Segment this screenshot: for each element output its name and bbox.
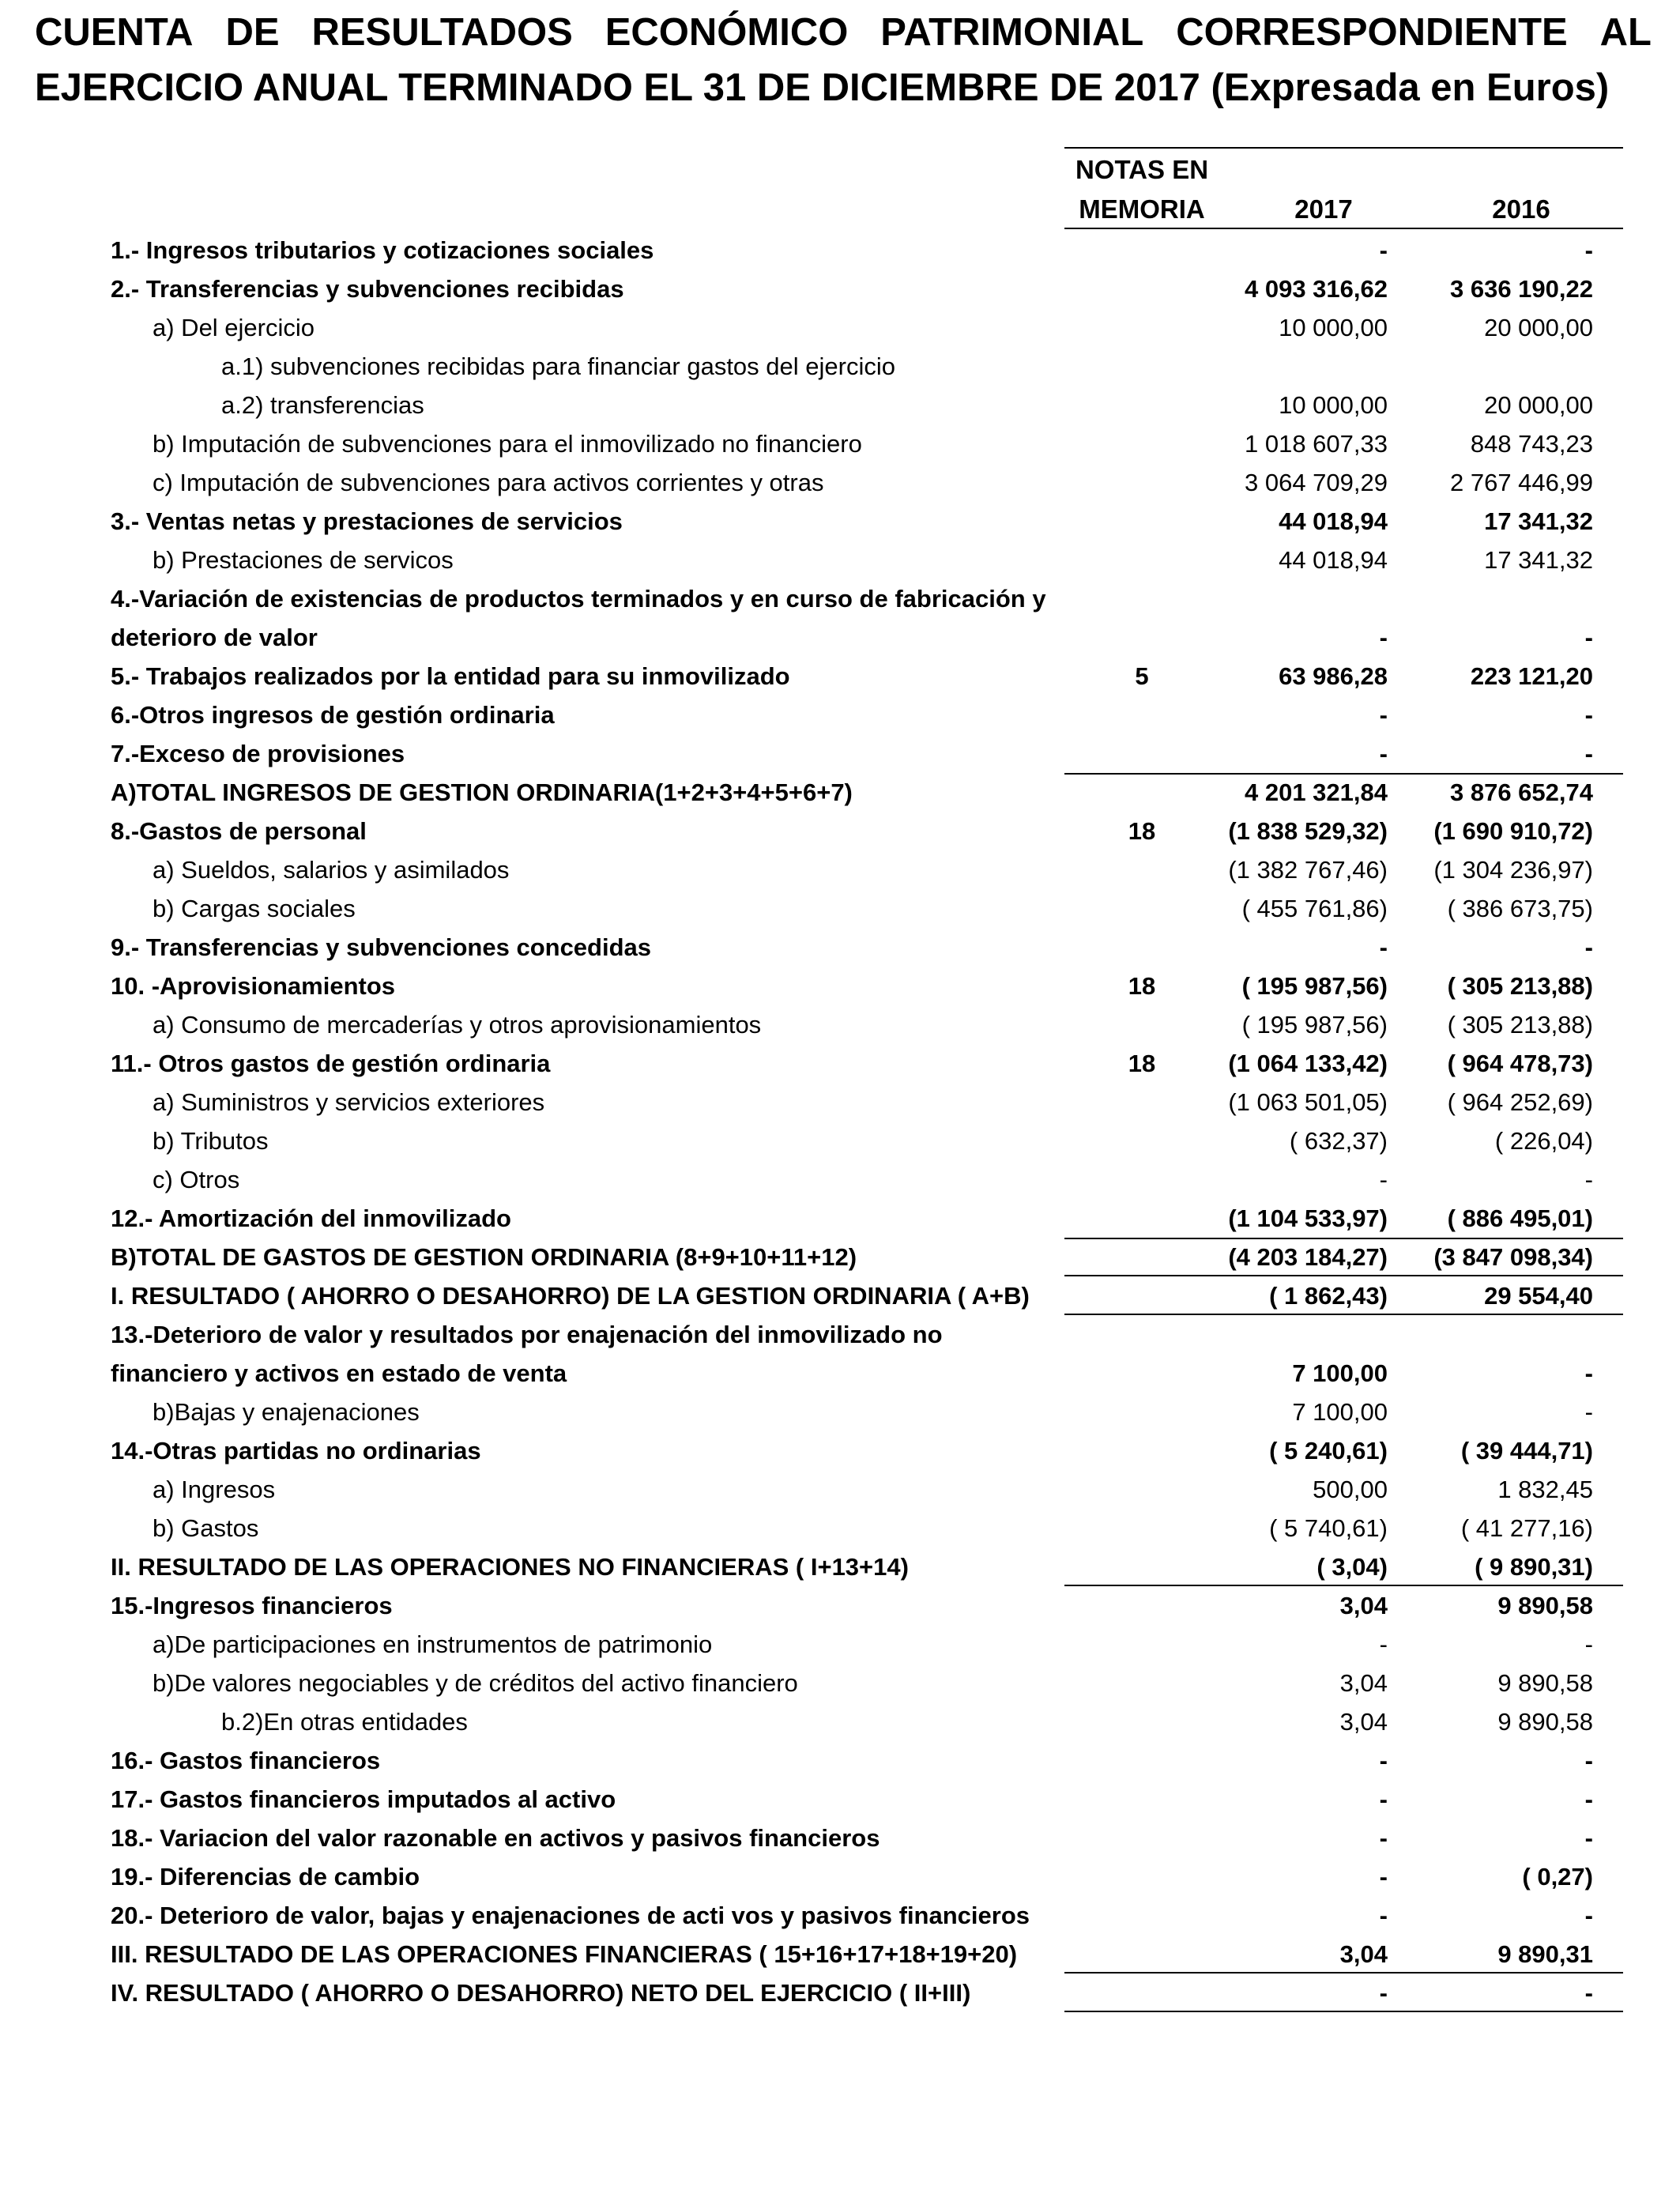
table-row bbox=[0, 231, 1680, 270]
row-value-2017: - bbox=[1379, 1902, 1388, 1929]
row-label: 1.- Ingresos tributarios y cotizaciones sociales bbox=[111, 236, 654, 264]
table-row bbox=[0, 657, 1680, 696]
row-value-2017: 3 064 709,29 bbox=[1244, 469, 1388, 496]
title-word: AL bbox=[1599, 11, 1652, 54]
table-row bbox=[0, 1122, 1680, 1160]
row-label: 17.- Gastos financieros imputados al activo bbox=[111, 1785, 616, 1813]
row-label: a)De participaciones en instrumentos de patrimonio bbox=[153, 1630, 713, 1658]
row-value-2017: 7 100,00 bbox=[1292, 1359, 1388, 1387]
title-word: ECONÓMICO bbox=[605, 11, 849, 54]
table-row bbox=[0, 308, 1680, 347]
row-label: 4.-Variación de existencias de productos terminados y en curso de fabricación y bbox=[111, 585, 1046, 613]
table-row bbox=[0, 1819, 1680, 1857]
header-bottom-rule bbox=[1064, 228, 1623, 229]
row-value-2016: - bbox=[1584, 1630, 1593, 1658]
table-row bbox=[0, 1586, 1680, 1625]
row-value-2017: - bbox=[1379, 1166, 1388, 1193]
row-label: 10. -Aprovisionamientos bbox=[111, 972, 396, 1000]
table-row bbox=[0, 1509, 1680, 1547]
row-label: II. RESULTADO DE LAS OPERACIONES NO FINANCIERAS ( I+13+14) bbox=[111, 1553, 909, 1581]
row-value-2017: - bbox=[1379, 1785, 1388, 1813]
row-value-2017: ( 632,37) bbox=[1289, 1127, 1388, 1155]
row-value-2016: ( 964 478,73) bbox=[1447, 1050, 1593, 1077]
row-value-2016: ( 9 890,31) bbox=[1475, 1553, 1593, 1581]
row-label: B)TOTAL DE GASTOS DE GESTION ORDINARIA (8+9+10+11+12) bbox=[111, 1243, 857, 1271]
row-value-2016: - bbox=[1584, 933, 1593, 961]
header-top-rule bbox=[1064, 147, 1623, 149]
row-value-2016: (1 304 236,97) bbox=[1433, 856, 1593, 884]
row-value-2016: 848 743,23 bbox=[1470, 430, 1593, 458]
row-value-2016: - bbox=[1584, 1785, 1593, 1813]
row-value-2016: 29 554,40 bbox=[1484, 1282, 1593, 1310]
row-label: b)Bajas y enajenaciones bbox=[153, 1398, 420, 1426]
row-value-2017: (1 064 133,42) bbox=[1228, 1050, 1388, 1077]
table-row bbox=[0, 967, 1680, 1005]
row-value-2017: (1 104 533,97) bbox=[1228, 1204, 1388, 1232]
row-value-2017: ( 5 240,61) bbox=[1269, 1437, 1388, 1465]
header-notes-line1: NOTAS EN bbox=[1075, 155, 1209, 184]
row-value-2017: - bbox=[1379, 701, 1388, 729]
table-row bbox=[0, 1741, 1680, 1780]
row-label: 16.- Gastos financieros bbox=[111, 1747, 381, 1774]
row-value-2017: ( 455 761,86) bbox=[1241, 895, 1388, 922]
row-value-2017: 63 986,28 bbox=[1279, 662, 1388, 690]
row-note: 18 bbox=[1128, 817, 1156, 845]
table-row bbox=[0, 1199, 1680, 1238]
row-label: b) Prestaciones de servicos bbox=[153, 546, 454, 574]
row-value-2017: 3,04 bbox=[1339, 1940, 1388, 1968]
row-value-2017: 4 093 316,62 bbox=[1244, 275, 1388, 303]
table-row bbox=[0, 1315, 1680, 1354]
header-year-2017: 2017 bbox=[1294, 194, 1353, 224]
table-row bbox=[0, 1393, 1680, 1431]
row-label: b) Gastos bbox=[153, 1514, 259, 1542]
row-label: b) Cargas sociales bbox=[153, 895, 356, 922]
row-label: 9.- Transferencias y subvenciones concedidas bbox=[111, 933, 652, 961]
table-row bbox=[0, 579, 1680, 618]
row-label: 15.-Ingresos financieros bbox=[111, 1592, 393, 1619]
title-line-2: EJERCICIO ANUAL TERMINADO EL 31 DE DICIEMBRE DE 2017 (Expresada en Euros) bbox=[35, 66, 1610, 109]
row-label: 8.-Gastos de personal bbox=[111, 817, 367, 845]
row-value-2017: 3,04 bbox=[1339, 1669, 1388, 1697]
row-value-2016: 2 767 446,99 bbox=[1449, 469, 1593, 496]
row-value-2016: ( 41 277,16) bbox=[1460, 1514, 1593, 1542]
title-word: CORRESPONDIENTE bbox=[1176, 11, 1568, 54]
row-value-2017: - bbox=[1379, 1630, 1388, 1658]
row-value-2016: ( 0,27) bbox=[1522, 1863, 1593, 1891]
row-value-2016: 20 000,00 bbox=[1484, 391, 1593, 419]
row-label: financiero y activos en estado de venta bbox=[111, 1359, 567, 1387]
title-word: CUENTA bbox=[35, 11, 194, 54]
row-value-2017: - bbox=[1379, 624, 1388, 651]
row-value-2016: 20 000,00 bbox=[1484, 314, 1593, 341]
row-label: 3.- Ventas netas y prestaciones de servicios bbox=[111, 507, 623, 535]
row-value-2017: (4 203 184,27) bbox=[1228, 1243, 1388, 1271]
title-word: DE bbox=[225, 11, 280, 54]
row-label: a.1) subvenciones recibidas para financiar gastos del ejercicio bbox=[221, 352, 895, 380]
table-row bbox=[0, 270, 1680, 308]
row-value-2016: 1 832,45 bbox=[1497, 1476, 1593, 1503]
row-value-2017: 44 018,94 bbox=[1279, 507, 1388, 535]
row-note: 18 bbox=[1128, 1050, 1156, 1077]
row-label: III. RESULTADO DE LAS OPERACIONES FINANCIERAS ( 15+16+17+18+19+20) bbox=[111, 1940, 1018, 1968]
table-row bbox=[0, 773, 1680, 812]
row-value-2016: ( 964 252,69) bbox=[1447, 1088, 1593, 1116]
row-label: a) Suministros y servicios exteriores bbox=[153, 1088, 545, 1116]
row-value-2016: - bbox=[1584, 236, 1593, 264]
row-label: a.2) transferencias bbox=[221, 391, 424, 419]
table-row bbox=[0, 850, 1680, 889]
row-value-2016: 223 121,20 bbox=[1470, 662, 1593, 690]
row-value-2017: 3,04 bbox=[1339, 1708, 1388, 1736]
row-value-2016: - bbox=[1584, 1747, 1593, 1774]
row-label: 14.-Otras partidas no ordinarias bbox=[111, 1437, 481, 1465]
table-row bbox=[0, 1973, 1680, 2012]
row-value-2016: - bbox=[1584, 740, 1593, 767]
row-label: b.2)En otras entidades bbox=[221, 1708, 468, 1736]
row-value-2016: ( 39 444,71) bbox=[1460, 1437, 1593, 1465]
row-value-2016: 9 890,58 bbox=[1497, 1669, 1593, 1697]
row-value-2017: 1 018 607,33 bbox=[1244, 430, 1388, 458]
row-label: 12.- Amortización del inmovilizado bbox=[111, 1204, 511, 1232]
table-row bbox=[0, 696, 1680, 734]
table-row bbox=[0, 463, 1680, 502]
row-value-2017: (1 063 501,05) bbox=[1228, 1088, 1388, 1116]
table-row bbox=[0, 889, 1680, 928]
row-value-2017: - bbox=[1379, 1863, 1388, 1891]
table-row bbox=[0, 1044, 1680, 1083]
table-row bbox=[0, 812, 1680, 850]
row-label: 19.- Diferencias de cambio bbox=[111, 1863, 420, 1891]
table-row bbox=[0, 1935, 1680, 1973]
row-value-2017: ( 195 987,56) bbox=[1241, 1011, 1388, 1039]
row-value-2017: 10 000,00 bbox=[1279, 314, 1388, 341]
row-value-2017: - bbox=[1379, 1747, 1388, 1774]
row-value-2017: - bbox=[1379, 1824, 1388, 1852]
table-row bbox=[0, 734, 1680, 773]
row-value-2016: 17 341,32 bbox=[1484, 507, 1593, 535]
row-value-2017: 7 100,00 bbox=[1292, 1398, 1388, 1426]
table-row bbox=[0, 1160, 1680, 1199]
table-row bbox=[0, 1276, 1680, 1315]
row-value-2017: 10 000,00 bbox=[1279, 391, 1388, 419]
row-label: b) Tributos bbox=[153, 1127, 269, 1155]
row-label: a) Del ejercicio bbox=[153, 314, 315, 341]
row-label: 18.- Variacion del valor razonable en activos y pasivos financieros bbox=[111, 1824, 880, 1852]
row-value-2016: 9 890,58 bbox=[1497, 1708, 1593, 1736]
row-value-2017: ( 195 987,56) bbox=[1241, 972, 1388, 1000]
row-value-2016: 9 890,58 bbox=[1497, 1592, 1593, 1619]
row-value-2017: (1 838 529,32) bbox=[1228, 817, 1388, 845]
row-value-2016: - bbox=[1584, 1902, 1593, 1929]
header-notes-line2: MEMORIA bbox=[1079, 194, 1205, 224]
row-label: 5.- Trabajos realizados por la entidad para su inmovilizado bbox=[111, 662, 790, 690]
row-label: I. RESULTADO ( AHORRO O DESAHORRO) DE LA GESTION ORDINARIA ( A+B) bbox=[111, 1282, 1030, 1310]
row-value-2017: - bbox=[1379, 1979, 1388, 2007]
row-value-2017: - bbox=[1379, 740, 1388, 767]
row-value-2016: - bbox=[1584, 1398, 1593, 1426]
row-value-2016: 9 890,31 bbox=[1497, 1940, 1593, 1968]
row-value-2017: 3,04 bbox=[1339, 1592, 1388, 1619]
row-value-2016: ( 305 213,88) bbox=[1447, 972, 1593, 1000]
row-note: 18 bbox=[1128, 972, 1156, 1000]
row-value-2017: (1 382 767,46) bbox=[1228, 856, 1388, 884]
table-row bbox=[0, 1431, 1680, 1470]
row-value-2016: (3 847 098,34) bbox=[1433, 1243, 1593, 1271]
row-label: a) Sueldos, salarios y asimilados bbox=[153, 856, 510, 884]
row-label: 2.- Transferencias y subvenciones recibidas bbox=[111, 275, 624, 303]
row-value-2016: - bbox=[1584, 624, 1593, 651]
row-label: a) Consumo de mercaderías y otros aprovisionamientos bbox=[153, 1011, 762, 1039]
table-row bbox=[0, 1664, 1680, 1702]
row-label: A)TOTAL INGRESOS DE GESTION ORDINARIA(1+2+3+4+5+6+7) bbox=[111, 778, 853, 806]
title-word: RESULTADOS bbox=[311, 11, 573, 54]
row-value-2016: 3 636 190,22 bbox=[1449, 275, 1593, 303]
row-value-2016: ( 305 213,88) bbox=[1447, 1011, 1593, 1039]
row-value-2016: - bbox=[1584, 1166, 1593, 1193]
table-row bbox=[0, 1238, 1680, 1276]
row-value-2017: 500,00 bbox=[1313, 1476, 1388, 1503]
table-row bbox=[0, 1547, 1680, 1586]
table-row bbox=[0, 1005, 1680, 1044]
title-line-1 bbox=[35, 5, 1652, 60]
table-row bbox=[0, 541, 1680, 579]
row-label: 6.-Otros ingresos de gestión ordinaria bbox=[111, 701, 555, 729]
row-label: c) Otros bbox=[153, 1166, 240, 1193]
table-row bbox=[0, 1470, 1680, 1509]
table-row bbox=[0, 1702, 1680, 1741]
row-value-2016: - bbox=[1584, 1979, 1593, 2007]
row-value-2017: 44 018,94 bbox=[1279, 546, 1388, 574]
title-word: PATRIMONIAL bbox=[880, 11, 1144, 54]
table-row bbox=[0, 424, 1680, 463]
row-value-2016: - bbox=[1584, 1359, 1593, 1387]
row-value-2016: - bbox=[1584, 701, 1593, 729]
row-value-2017: - bbox=[1379, 236, 1388, 264]
row-value-2017: ( 5 740,61) bbox=[1269, 1514, 1388, 1542]
row-label: 7.-Exceso de provisiones bbox=[111, 740, 405, 767]
row-label: c) Imputación de subvenciones para activos corrientes y otras bbox=[153, 469, 824, 496]
table-row bbox=[0, 386, 1680, 424]
row-value-2017: - bbox=[1379, 933, 1388, 961]
row-value-2016: - bbox=[1584, 1824, 1593, 1852]
row-label: a) Ingresos bbox=[153, 1476, 276, 1503]
table-row bbox=[0, 1083, 1680, 1122]
row-note: 5 bbox=[1135, 662, 1149, 690]
table-row bbox=[0, 1625, 1680, 1664]
row-value-2016: ( 886 495,01) bbox=[1447, 1204, 1593, 1232]
table-row bbox=[0, 928, 1680, 967]
table-row bbox=[0, 502, 1680, 541]
row-value-2017: ( 1 862,43) bbox=[1269, 1282, 1388, 1310]
row-label: 11.- Otros gastos de gestión ordinaria bbox=[111, 1050, 551, 1077]
statement-table bbox=[0, 231, 1680, 2012]
table-row bbox=[0, 1896, 1680, 1935]
row-label: IV. RESULTADO ( AHORRO O DESAHORRO) NETO DEL EJERCICIO ( II+III) bbox=[111, 1979, 971, 2007]
row-value-2016: ( 386 673,75) bbox=[1447, 895, 1593, 922]
table-row bbox=[0, 618, 1680, 657]
document-title bbox=[35, 5, 1652, 115]
table-row bbox=[0, 1780, 1680, 1819]
header-year-2016: 2016 bbox=[1492, 194, 1550, 224]
table-row bbox=[0, 347, 1680, 386]
row-value-2016: 17 341,32 bbox=[1484, 546, 1593, 574]
table-row bbox=[0, 1857, 1680, 1896]
row-value-2017: 4 201 321,84 bbox=[1244, 778, 1388, 806]
row-label: 20.- Deterioro de valor, bajas y enajenaciones de acti vos y pasivos financieros bbox=[111, 1902, 1030, 1929]
row-value-2017: ( 3,04) bbox=[1317, 1553, 1388, 1581]
row-value-2016: ( 226,04) bbox=[1494, 1127, 1593, 1155]
row-label: b) Imputación de subvenciones para el inmovilizado no financiero bbox=[153, 430, 862, 458]
table-row bbox=[0, 1354, 1680, 1393]
row-value-2016: (1 690 910,72) bbox=[1433, 817, 1593, 845]
row-label: 13.-Deterioro de valor y resultados por enajenación del inmovilizado no bbox=[111, 1321, 943, 1348]
row-label: b)De valores negociables y de créditos del activo financiero bbox=[153, 1669, 798, 1697]
row-label: deterioro de valor bbox=[111, 624, 318, 651]
row-value-2016: 3 876 652,74 bbox=[1449, 778, 1593, 806]
